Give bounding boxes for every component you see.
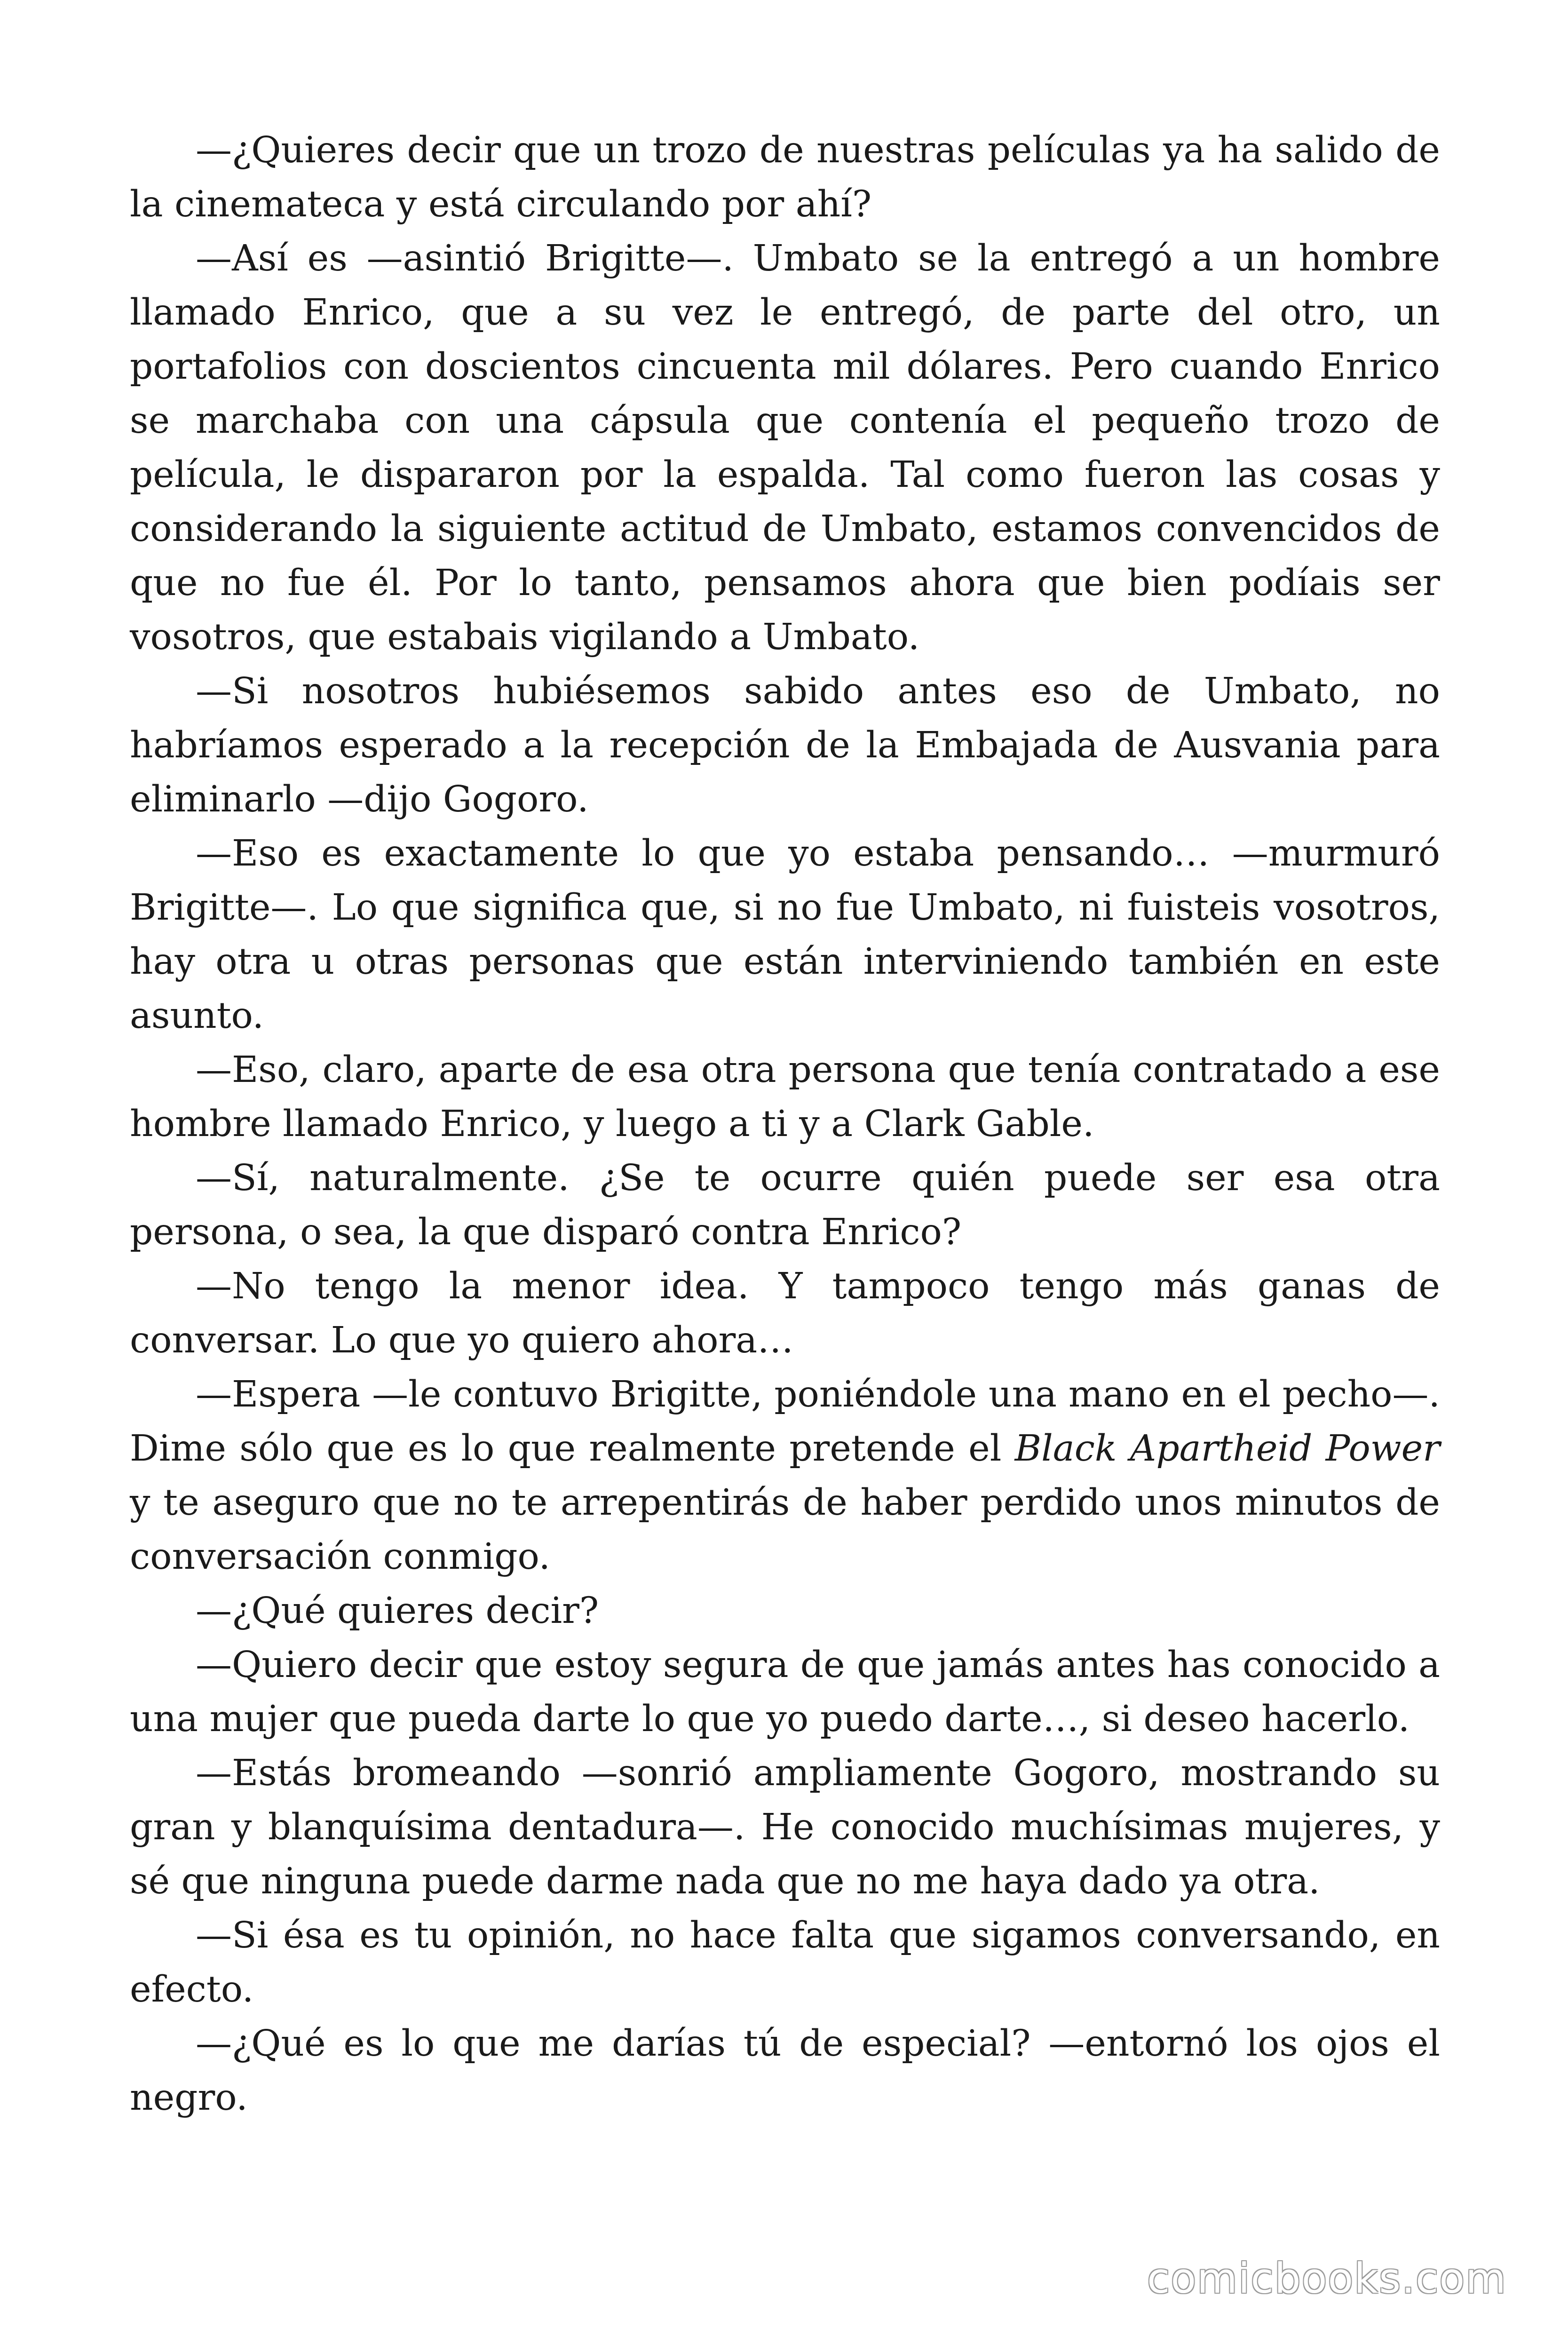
paragraph-text: —Sí, naturalmente. ¿Se te ocurre quién puede ser esa otra persona, o sea, la que disparó contra Enrico? bbox=[130, 1157, 1440, 1253]
paragraph-text: —Quiero decir que estoy segura de que jamás antes has conocido a una mujer que pueda darte lo que yo puedo darte…, si deseo hacerlo. bbox=[130, 1644, 1440, 1740]
paragraph bbox=[130, 1638, 1440, 1746]
paragraph-text: —Si nosotros hubiésemos sabido antes eso de Umbato, no habríamos esperado a la recepción de la Embajada de Ausvania para eliminarlo —dijo Gogoro. bbox=[130, 670, 1440, 820]
paragraph bbox=[130, 1259, 1440, 1367]
paragraph-text: —Eso es exactamente lo que yo estaba pensando… —murmuró Brigitte—. Lo que significa que, si no fue Umbato, ni fuisteis vosotros, hay otra u otras personas que están interviniendo también en este asunto. bbox=[130, 833, 1440, 1037]
paragraph bbox=[130, 1367, 1440, 1584]
paragraph-text: —No tengo la menor idea. Y tampoco tengo más ganas de conversar. Lo que yo quiero ahora… bbox=[130, 1265, 1440, 1361]
site-watermark: comicbooks.com bbox=[1147, 2254, 1507, 2303]
paragraph bbox=[130, 1908, 1440, 2017]
paragraph bbox=[130, 2017, 1440, 2125]
paragraph bbox=[130, 1584, 1440, 1638]
paragraph bbox=[130, 826, 1440, 1043]
paragraph-text: —¿Quieres decir que un trozo de nuestras películas ya ha salido de la cinemateca y está circulando por ahí? bbox=[130, 129, 1440, 225]
paragraph-text: —Espera —le contuvo Brigitte, poniéndole una mano en el pecho—. Dime sólo que es lo que realmente pretende el bbox=[130, 1374, 1440, 1470]
paragraph bbox=[130, 231, 1440, 664]
page-body bbox=[130, 123, 1440, 2125]
paragraph-text: —Estás bromeando —sonrió ampliamente Gogoro, mostrando su gran y blanquísima dentadura—. He conocido muchísimas mujeres, y sé que ninguna puede darme nada que no me haya dado ya otra. bbox=[130, 1752, 1440, 1902]
paragraph bbox=[130, 1746, 1440, 1908]
paragraph bbox=[130, 664, 1440, 826]
paragraph-text: —Así es —asintió Brigitte—. Umbato se la entregó a un hombre llamado Enrico, que a su vez le entregó, de parte del otro, un portafolios con doscientos cincuenta mil dólares. Pero cuando Enrico se marchaba con una cápsula que contenía el pequeño trozo de película, le dispararon por la espalda. Tal como fueron las cosas y considerando la siguiente actitud de Umbato, estamos convencidos de que no fue él. Por lo tanto, pensamos ahora que bien podíais ser vosotros, que estabais vigilando a Umbato. bbox=[130, 238, 1440, 658]
italic-text: Black Apartheid Power bbox=[1014, 1428, 1440, 1470]
paragraph bbox=[130, 1043, 1440, 1151]
paragraph-text: —¿Qué quieres decir? bbox=[196, 1590, 599, 1632]
paragraph bbox=[130, 123, 1440, 231]
paragraph-text: —Si ésa es tu opinión, no hace falta que sigamos conversando, en efecto. bbox=[130, 1915, 1440, 2010]
paragraph-text: y te aseguro que no te arrepentirás de haber perdido unos minutos de conversación conmigo. bbox=[130, 1482, 1440, 1578]
paragraph-text: —¿Qué es lo que me darías tú de especial? —entornó los ojos el negro. bbox=[130, 2023, 1440, 2119]
paragraph bbox=[130, 1151, 1440, 1259]
paragraph-text: —Eso, claro, aparte de esa otra persona que tenía contratado a ese hombre llamado Enrico, y luego a ti y a Clark Gable. bbox=[130, 1049, 1440, 1145]
